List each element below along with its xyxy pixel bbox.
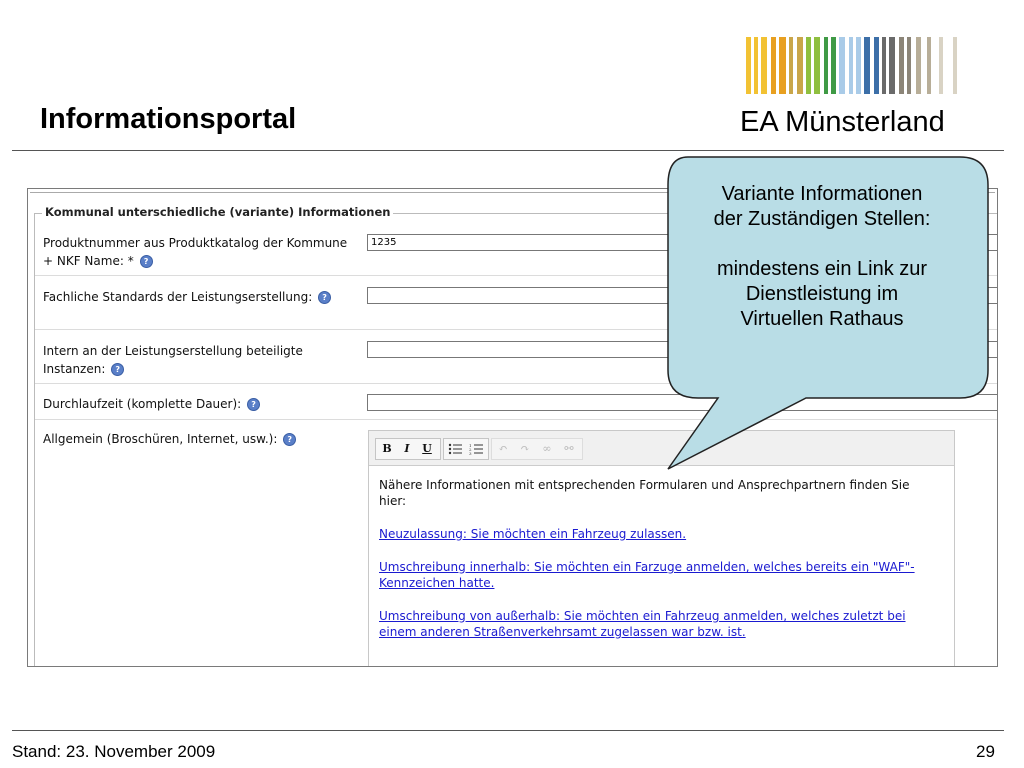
link-umschreibung-ausserhalb[interactable]: Umschreibung von außerhalb: Sie möchten ein Fahrzeug anmelden, welches zuletzt bei einem anderen Straßenverkehrsamt zugelassen war bzw. ist. bbox=[379, 609, 906, 639]
logo-stripe bbox=[789, 37, 793, 94]
link-icon[interactable]: ∞ bbox=[542, 442, 552, 455]
callout-line: Dienstleistung im bbox=[745, 283, 899, 305]
striped-bars-logo bbox=[744, 37, 984, 94]
callout-line: der Zuständigen Stellen: bbox=[713, 208, 931, 230]
svg-text:1: 1 bbox=[469, 443, 472, 448]
footer-date: Stand: 23. November 2009 bbox=[12, 742, 216, 761]
svg-text:2: 2 bbox=[469, 447, 472, 452]
logo-stripe bbox=[907, 37, 911, 94]
underline-button[interactable]: U bbox=[422, 442, 432, 455]
logo-stripe bbox=[856, 37, 861, 94]
logo-stripe bbox=[953, 37, 957, 94]
row-label-text: Durchlaufzeit (komplette Dauer): bbox=[43, 397, 242, 411]
help-circle-icon[interactable]: ? bbox=[318, 291, 331, 304]
unlink-icon[interactable]: ⚯ bbox=[564, 442, 574, 455]
fieldset-legend: Kommunal unterschiedliche (variante) Informationen bbox=[42, 205, 393, 219]
callout-line: Variante Informationen bbox=[721, 183, 923, 205]
org-name: EA Münsterland bbox=[740, 106, 945, 138]
logo-stripe bbox=[761, 37, 767, 94]
logo-stripe bbox=[864, 37, 870, 94]
logo-stripe bbox=[824, 37, 828, 94]
redo-icon[interactable]: ↷ bbox=[520, 442, 530, 455]
row-label-text: Intern an der Leistungserstellung beteiligte Instanzen: bbox=[43, 344, 303, 376]
format-button-group bbox=[375, 438, 441, 460]
logo-stripe bbox=[771, 37, 776, 94]
row-label-duration bbox=[43, 395, 353, 413]
logo-stripe bbox=[916, 37, 921, 94]
row-label-text: Produktnummer aus Produktkatalog der Kommune + NKF Name: * bbox=[43, 236, 348, 268]
row-label-standards bbox=[43, 288, 353, 306]
logo-stripe bbox=[806, 37, 811, 94]
logo-stripe bbox=[814, 37, 820, 94]
callout-text bbox=[672, 182, 972, 332]
bullet-list-icon[interactable] bbox=[446, 441, 464, 457]
help-circle-icon[interactable]: ? bbox=[247, 398, 260, 411]
logo-stripe bbox=[849, 37, 853, 94]
logo-stripe bbox=[746, 37, 751, 94]
logo-stripe bbox=[779, 37, 786, 94]
callout-line: Virtuellen Rathaus bbox=[740, 308, 904, 330]
slide-title: Informationsportal bbox=[40, 103, 297, 135]
help-circle-icon[interactable]: ? bbox=[140, 255, 153, 268]
logo-stripe bbox=[754, 37, 758, 94]
numbered-list-icon[interactable] bbox=[467, 441, 485, 457]
logo-stripe bbox=[939, 37, 943, 94]
italic-button[interactable]: I bbox=[404, 442, 410, 455]
history-link-button-group bbox=[491, 438, 583, 460]
callout-line: mindestens ein Link zur bbox=[716, 258, 928, 280]
logo-stripe bbox=[874, 37, 879, 94]
svg-text:3: 3 bbox=[469, 451, 472, 455]
logo-stripe bbox=[889, 37, 895, 94]
bold-button[interactable]: B bbox=[382, 442, 392, 455]
row-label-instances bbox=[43, 342, 353, 378]
logo-stripe bbox=[831, 37, 836, 94]
link-umschreibung-innerhalb[interactable]: Umschreibung innerhalb: Sie möchten ein Farzuge anmelden, welches bereits ein "WAF"-Kennzeichen hatte. bbox=[379, 560, 915, 590]
editor-intro-text: Nähere Informationen mit entsprechenden Formularen und Ansprechpartnern finden Sie hier: bbox=[379, 478, 910, 508]
row-label-general bbox=[43, 430, 353, 448]
page-number: 29 bbox=[976, 742, 995, 761]
logo-stripe bbox=[882, 37, 886, 94]
list-button-group bbox=[443, 438, 489, 460]
logo-stripe bbox=[899, 37, 904, 94]
undo-icon[interactable]: ↶ bbox=[498, 442, 508, 455]
product-number-input[interactable]: 1235 bbox=[367, 234, 998, 251]
logo-stripe bbox=[797, 37, 803, 94]
row-label-product-number bbox=[43, 234, 353, 270]
help-circle-icon[interactable]: ? bbox=[283, 433, 296, 446]
row-label-text: Fachliche Standards der Leistungserstellung: bbox=[43, 290, 313, 304]
logo-stripe bbox=[839, 37, 845, 94]
help-circle-icon[interactable]: ? bbox=[111, 363, 124, 376]
row-label-text: Allgemein (Broschüren, Internet, usw.): bbox=[43, 432, 278, 446]
editor-content[interactable] bbox=[379, 477, 939, 657]
bottom-divider bbox=[12, 730, 1004, 731]
logo-stripe bbox=[927, 37, 931, 94]
link-neuzulassung[interactable]: Neuzulassung: Sie möchten ein Fahrzeug zulassen. bbox=[379, 527, 687, 541]
top-divider bbox=[12, 150, 1004, 151]
